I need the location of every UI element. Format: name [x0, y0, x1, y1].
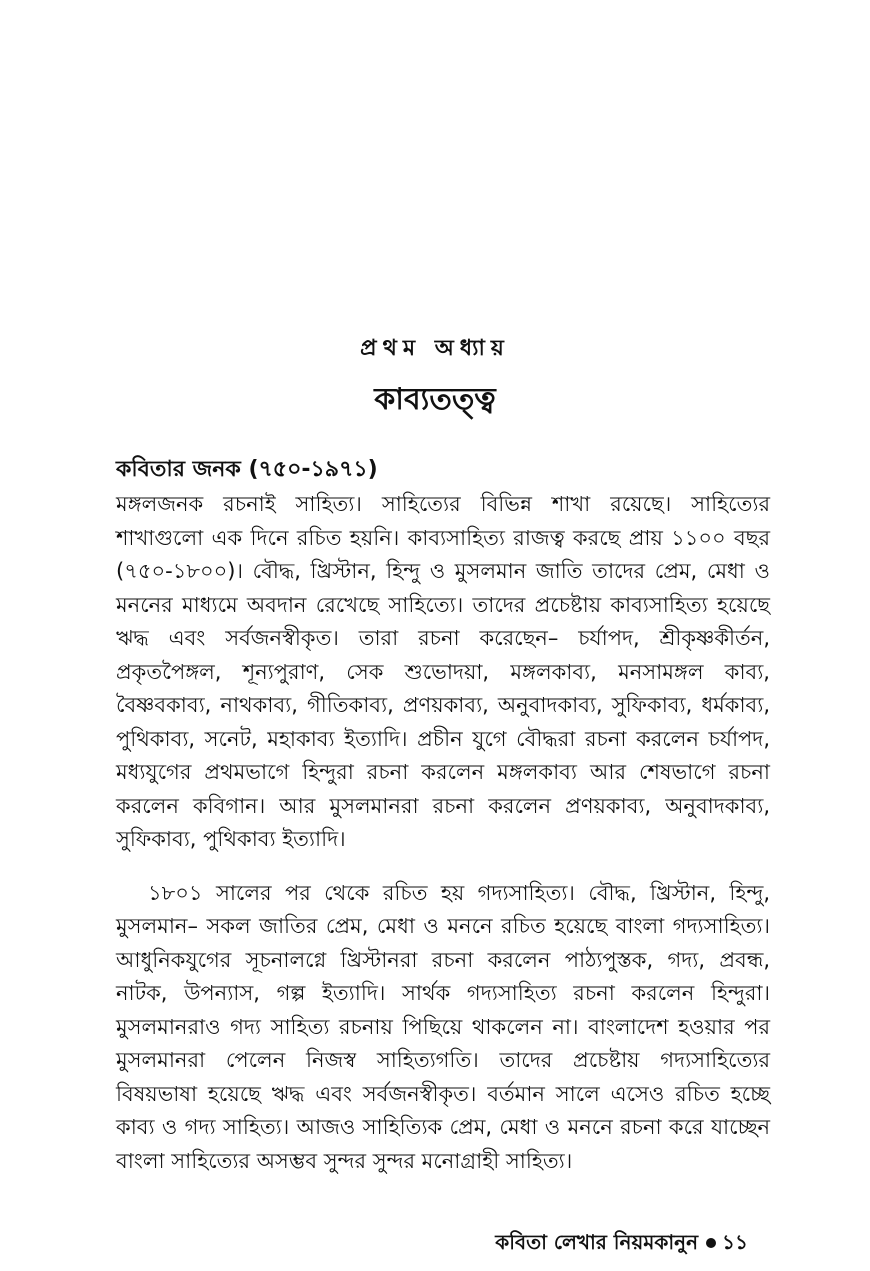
- paragraph-2: ১৮০১ সালের পর থেকে রচিত হয় গদ্যসাহিত্য। বৌদ্ধ, খ্রিস্টান, হিন্দু, মুসলমান– সকল জাতির প্রেম, মেধা ও মননে রচিত হয়েছে বাংলা গদ্যসাহিত্য। আধুনিকযুগের সূচনালগ্নে খ্রিস্টানরা রচনা করলেন পাঠ্যপুস্তক, গদ্য, প্রবন্ধ, নাটক, উপন্যাস, গল্প ইত্যাদি। সার্থক গদ্যসাহিত্য রচনা করলেন হিন্দুরা। মুসলমানরাও গদ্য সাহিত্য রচনায় পিছিয়ে থাকলেন না। বাংলাদেশ হওয়ার পর মুসলমানরা পেলেন নিজস্ব সাহিত্যগতি। তাদের প্রচেষ্টায় গদ্যসাহিত্যের বিষয়ভাষা হয়েছে ঋদ্ধ এবং সর্বজনস্বীকৃত। বর্তমান সালে এসেও রচিত হচ্ছে কাব্য ও গদ্য সাহিত্য। আজও সাহিত্যিক প্রেম, মেধা ও মননে রচনা করে যাচ্ছেন বাংলা সাহিত্যের অসম্ভব সুন্দর সুন্দর মনোগ্রাহী সাহিত্য।: [116, 880, 770, 1173]
- section-heading: কবিতার জনক (৭৫০-১৯৭১): [116, 457, 378, 482]
- chapter-title: কাব্যতত্ত্ব: [374, 382, 496, 417]
- footer-book-title: কবিতা লেখার নিয়মকানুন: [495, 1230, 699, 1254]
- chapter-label: প্রথম অধ্যায়: [360, 336, 510, 361]
- running-footer: [495, 1228, 748, 1256]
- main-content: [116, 452, 770, 1178]
- paragraph-1: মঙ্গলজনক রচনাই সাহিত্য। সাহিত্যের বিভিন্ন শাখা রয়েছে। সাহিত্যের শাখাগুলো এক দিনে রচিত হয়নি। কাব্যসাহিত্য রাজত্ব করছে প্রায় ১১০০ বছর (৭৫০-১৮০০)। বৌদ্ধ, খ্রিস্টান, হিন্দু ও মুসলমান জাতি তাদের প্রেম, মেধা ও মননের মাধ্যমে অবদান রেখেছে সাহিত্যে। তাদের প্রচেষ্টায় কাব্যসাহিত্য হয়েছে ঋদ্ধ এবং সর্বজনস্বীকৃত। তারা রচনা করেছেন– চর্যাপদ, শ্রীকৃষ্ণকীর্তন, প্রকৃতপৈঙ্গল, শূন্যপুরাণ, সেক শুভোদয়া, মঙ্গলকাব্য, মনসামঙ্গল কাব্য, বৈষ্ণবকাব্য, নাথকাব্য, গীতিকাব্য, প্রণয়কাব্য, অনুবাদকাব্য, সুফিকাব্য, ধর্মকাব্য, পুথিকাব্য, সনেট, মহাকাব্য ইত্যাদি। প্রচীন যুগে বৌদ্ধরা রচনা করলেন চর্যাপদ, মধ্যযুগের প্রথমভাগে হিন্দুরা রচনা করলেন মঙ্গলকাব্য আর শেষভাগে রচনা করলেন কবিগান। আর মুসলমানরা রচনা করলেন প্রণয়কাব্য, অনুবাদকাব্য, সুফিকাব্য, পুথিকাব্য ইত্যাদি।: [116, 492, 770, 851]
- page-number: ১১: [722, 1230, 748, 1254]
- bullet-icon: [706, 1238, 716, 1248]
